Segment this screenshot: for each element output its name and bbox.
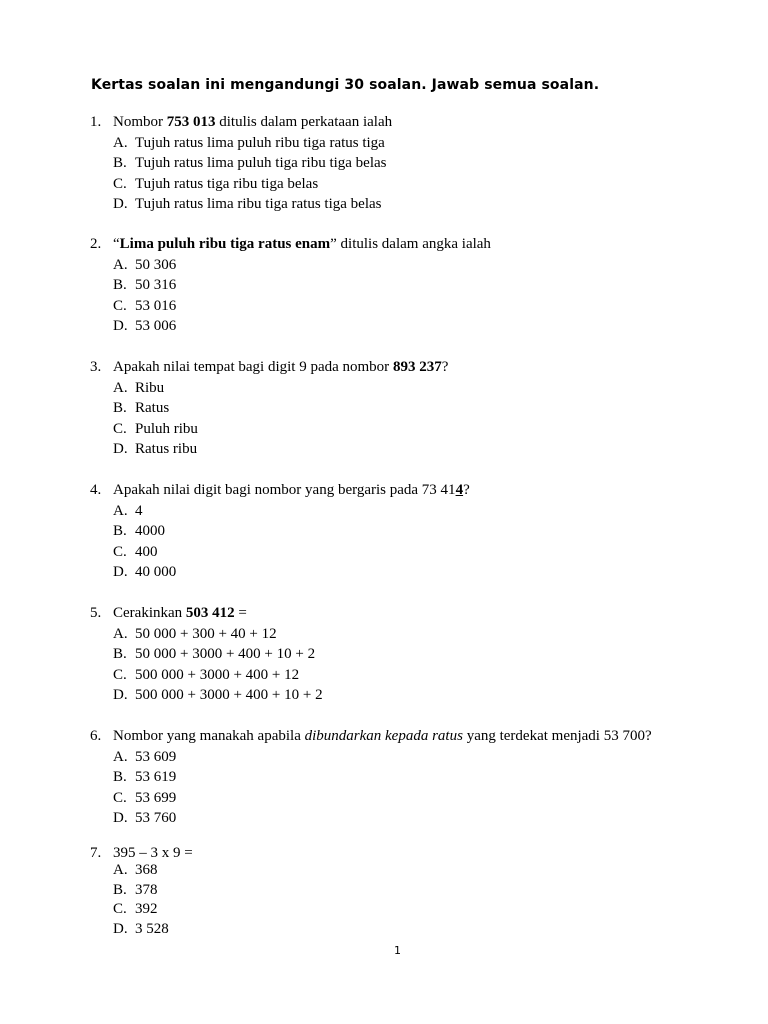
option-letter: D. xyxy=(113,687,128,703)
option-a xyxy=(90,747,652,768)
option-text: 53 006 xyxy=(135,318,177,334)
option-text: Tujuh ratus lima puluh ribu tiga ratus tiga xyxy=(135,134,385,151)
option-text: Tujuh ratus lima puluh tiga ribu tiga belas xyxy=(135,155,387,171)
options-list xyxy=(90,378,448,460)
question-3 xyxy=(90,357,448,460)
question-5 xyxy=(90,603,323,706)
question-stem: 4. Apakah nilai digit bagi nombor yang bergaris pada 73 414? xyxy=(90,480,470,501)
question-number: 3. xyxy=(90,359,102,375)
option-letter: C. xyxy=(113,789,127,806)
option-text: 53 760 xyxy=(135,810,177,826)
emphasis-number: 893 237 xyxy=(392,359,442,375)
italic-phrase: dibundarkan kepada ratus xyxy=(304,728,463,744)
option-b xyxy=(90,521,470,542)
option-d xyxy=(90,920,193,940)
options-list xyxy=(90,133,392,215)
option-text: Ratus ribu xyxy=(135,441,198,457)
option-letter: D. xyxy=(113,196,128,212)
option-text: 50 000 + 300 + 40 + 12 xyxy=(135,625,277,642)
option-text: 50 000 + 3000 + 400 + 10 + 2 xyxy=(135,646,316,662)
option-c xyxy=(90,296,491,317)
question-number: 5. xyxy=(90,605,102,621)
options-list xyxy=(90,747,652,829)
option-letter: A. xyxy=(113,625,128,642)
question-number: 4. xyxy=(90,482,102,498)
option-text: 4000 xyxy=(135,523,165,539)
option-letter: A. xyxy=(113,862,128,878)
options-list xyxy=(90,255,491,337)
option-d xyxy=(90,439,448,460)
option-letter: B. xyxy=(113,155,127,171)
question-stem: 1. Nombor 753 013 ditulis dalam perkataan ialah xyxy=(90,112,392,133)
option-text: 400 xyxy=(135,543,158,560)
option-b xyxy=(90,767,652,788)
option-letter: C. xyxy=(113,420,127,437)
option-a xyxy=(90,501,470,522)
option-text: 4 xyxy=(135,502,143,519)
option-letter: A. xyxy=(113,379,128,396)
option-letter: A. xyxy=(113,256,128,273)
question-stem: 5. Cerakinkan 503 412 = xyxy=(90,603,323,624)
question-2 xyxy=(90,234,491,337)
option-text: Tujuh ratus tiga ribu tiga belas xyxy=(135,175,319,192)
option-text: 392 xyxy=(135,901,158,917)
option-letter: A. xyxy=(113,134,128,151)
option-b xyxy=(90,881,193,901)
option-letter: A. xyxy=(113,502,128,519)
option-text: 40 000 xyxy=(135,564,177,580)
question-6 xyxy=(90,726,652,829)
option-text: Tujuh ratus lima ribu tiga ratus tiga belas xyxy=(135,196,382,212)
option-letter: D. xyxy=(113,318,128,334)
options-list xyxy=(90,624,323,706)
emphasis-phrase: Lima puluh ribu tiga ratus enam xyxy=(119,236,331,252)
option-letter: B. xyxy=(113,523,127,539)
question-stem: 7. 395 – 3 x 9 = xyxy=(90,845,193,861)
option-text: 500 000 + 3000 + 400 + 12 xyxy=(135,666,300,683)
question-7 xyxy=(90,845,193,939)
option-a xyxy=(90,255,491,276)
option-d xyxy=(90,316,491,337)
option-text: Puluh ribu xyxy=(135,420,198,437)
question-stem: 2. “Lima puluh ribu tiga ratus enam” ditulis dalam angka ialah xyxy=(90,234,491,255)
option-a xyxy=(90,378,448,399)
option-letter: B. xyxy=(113,769,127,785)
question-4 xyxy=(90,480,470,583)
question-number: 7. xyxy=(90,845,102,861)
option-c xyxy=(90,665,323,686)
option-d xyxy=(90,562,470,583)
option-c xyxy=(90,542,470,563)
question-stem: 3. Apakah nilai tempat bagi digit 9 pada nombor 893 237? xyxy=(90,357,448,378)
option-letter: D. xyxy=(113,564,128,580)
question-number: 6. xyxy=(90,728,102,744)
option-letter: D. xyxy=(113,810,128,826)
option-letter: A. xyxy=(113,748,128,765)
option-letter: C. xyxy=(113,543,127,560)
option-text: 53 619 xyxy=(135,769,177,785)
option-letter: D. xyxy=(113,920,128,937)
option-a xyxy=(90,133,392,154)
option-text: 53 699 xyxy=(135,789,177,806)
option-text: Ribu xyxy=(135,379,165,396)
option-text: 3 528 xyxy=(135,920,169,937)
option-d xyxy=(90,194,392,215)
instructions-heading: Kertas soalan ini mengandungi 30 soalan. Jawab semua soalan. xyxy=(91,77,600,93)
option-text: 53 609 xyxy=(135,748,177,765)
underlined-digit: 4 xyxy=(455,482,464,498)
option-a xyxy=(90,624,323,645)
option-letter: B. xyxy=(113,277,127,293)
option-b xyxy=(90,398,448,419)
option-b xyxy=(90,644,323,665)
option-letter: B. xyxy=(113,400,127,416)
option-text: 500 000 + 3000 + 400 + 10 + 2 xyxy=(135,687,323,703)
option-c xyxy=(90,788,652,809)
option-letter: B. xyxy=(113,881,127,898)
option-c xyxy=(90,419,448,440)
page-number: 1 xyxy=(394,944,401,957)
question-number: 2. xyxy=(90,236,102,252)
question-number: 1. xyxy=(90,114,102,130)
option-d xyxy=(90,685,323,706)
emphasis-number: 753 013 xyxy=(166,114,216,130)
option-letter: C. xyxy=(113,901,127,917)
option-text: 368 xyxy=(135,862,158,878)
option-text: 378 xyxy=(135,881,158,898)
option-letter: C. xyxy=(113,297,127,314)
emphasis-number: 503 412 xyxy=(185,605,235,621)
option-a xyxy=(90,861,193,881)
option-letter: C. xyxy=(113,175,127,192)
option-text: 50 316 xyxy=(135,277,177,293)
question-1 xyxy=(90,112,392,215)
options-list xyxy=(90,501,470,583)
option-letter: D. xyxy=(113,441,128,457)
option-c xyxy=(90,900,193,920)
option-letter: C. xyxy=(113,666,127,683)
option-c xyxy=(90,174,392,195)
option-text: 53 016 xyxy=(135,297,177,314)
option-b xyxy=(90,275,491,296)
options-list xyxy=(90,861,193,939)
option-text: 50 306 xyxy=(135,256,177,273)
option-b xyxy=(90,153,392,174)
question-stem: 6. Nombor yang manakah apabila dibundarkan kepada ratus yang terdekat menjadi 53 700? xyxy=(90,726,652,747)
option-text: Ratus xyxy=(135,400,170,416)
option-letter: B. xyxy=(113,646,127,662)
option-d xyxy=(90,808,652,829)
